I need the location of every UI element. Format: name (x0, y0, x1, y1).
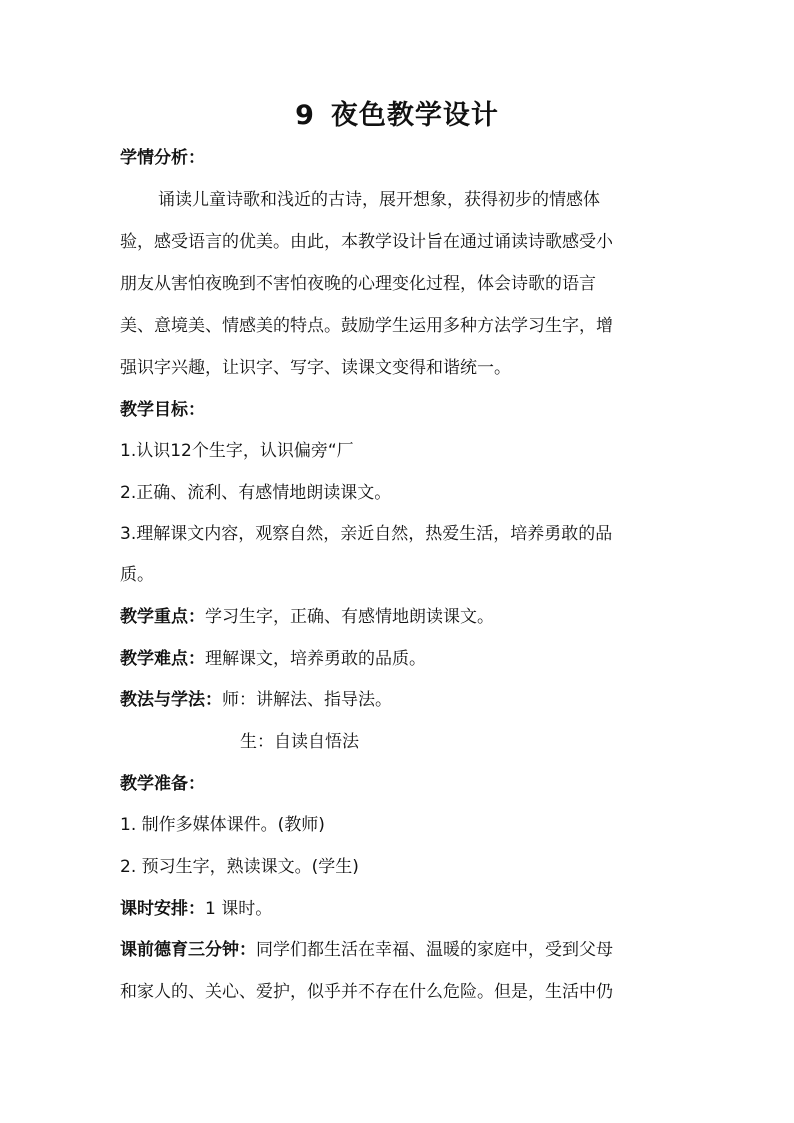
paragraph-line: 美、意境美、情感美的特点。鼓励学生运用多种方法学习生字，增 (120, 316, 613, 336)
label-teaching-difficulty: 教学难点： (120, 649, 205, 669)
paragraph-line: 验，感受语言的优美。由此，本教学设计旨在通过诵读诗歌感受小 (120, 232, 613, 252)
paragraph-line: 强识字兴趣，让识字、写字、读课文变得和谐统一。 (120, 358, 511, 378)
goal-item-continued: 质。 (120, 565, 154, 585)
preparation-item: 2. 预习生字，熟读课文。(学生) (120, 857, 359, 877)
paragraph-line: 和家人的、关心、爱护，似乎并不存在什么危险。但是，生活中仍 (120, 982, 613, 1002)
label-teaching-methods: 教法与学法： (120, 690, 222, 710)
lesson-schedule (120, 897, 680, 921)
label-moral-education: 课前德育三分钟： (120, 940, 256, 960)
title-text: 夜色教学设计 (330, 100, 499, 131)
value-moral-education: 同学们都生活在幸福、温暖的家庭中，受到父母 (256, 940, 613, 960)
heading-student-analysis: 学情分析： (120, 148, 205, 168)
heading-teaching-goals: 教学目标： (120, 400, 205, 420)
paragraph-line: 朋友从害怕夜晚到不害怕夜晚的心理变化过程，体会诗歌的语言 (120, 274, 596, 294)
label-teaching-focus: 教学重点： (120, 607, 205, 627)
value-teaching-focus: 学习生字，正确、有感情地朗读课文。 (205, 607, 494, 627)
value-teaching-methods: 师：讲解法、指导法。 (222, 690, 392, 710)
document-title (0, 96, 794, 136)
value-teaching-difficulty: 理解课文，培养勇敢的品质。 (205, 649, 426, 669)
teaching-methods (120, 688, 680, 712)
learning-methods: 生：自读自悟法 (240, 732, 359, 752)
paragraph-line: 诵读儿童诗歌和浅近的古诗，展开想象，获得初步的情感体 (158, 190, 600, 210)
label-lesson-schedule: 课时安排： (120, 899, 205, 919)
goal-item: 3.理解课文内容，观察自然，亲近自然，热爱生活，培养勇敢的品 (120, 524, 613, 544)
heading-teaching-preparation: 教学准备： (120, 774, 205, 794)
goal-item: 1.认识12个生字，认识偏旁“厂 (120, 441, 354, 461)
teaching-focus (120, 605, 680, 629)
moral-education-intro (120, 938, 680, 962)
preparation-item: 1. 制作多媒体课件。(教师) (120, 815, 325, 835)
goal-item: 2.正确、流利、有感情地朗读课文。 (120, 483, 392, 503)
teaching-difficulty (120, 647, 680, 671)
value-lesson-schedule: 1 课时。 (205, 899, 273, 919)
title-number: 9 (295, 100, 315, 131)
